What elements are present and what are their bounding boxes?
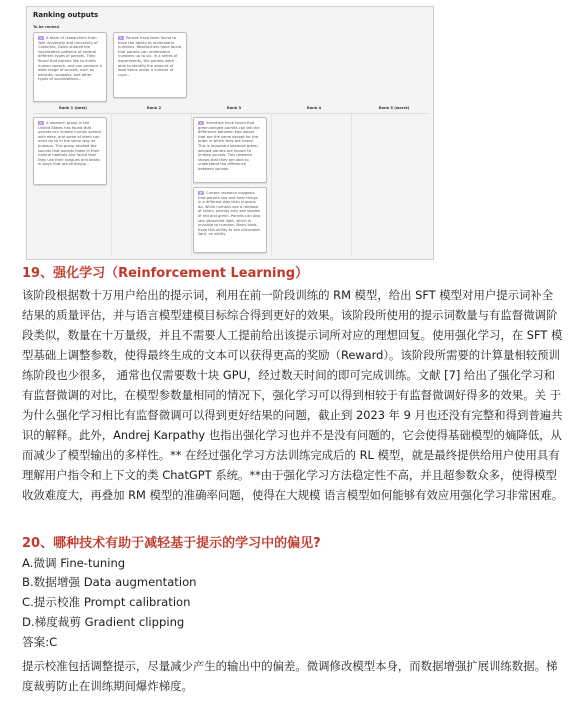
card-badge: D — [199, 121, 203, 125]
column-divider — [191, 114, 192, 256]
ranking-card-e — [33, 117, 107, 185]
rank-header: Rank 1 (best) — [58, 106, 87, 110]
figure-subtitle: To be ranked — [33, 25, 60, 29]
figure-title: Ranking outputs — [33, 11, 99, 19]
rank-header: Rank 2 — [146, 106, 162, 110]
answer-explanation: 提示校准包括调整提示，尽量减少产生的输出中的偏差。微调修改模型本身，而数据增强扩展训练数据。梯度裁剪防止在训练期间爆炸梯度。 — [22, 659, 558, 693]
ranking-card-c — [113, 32, 187, 98]
column-divider — [111, 114, 112, 256]
card-text: Parrots have been found to have the ability to understand numbers. Researchers have found that parrots can understand numbers up to six. In a series of experiments, the parrots were able to identify the amount of food items under a number of cups... — [118, 36, 182, 77]
rank-header: Rank 3 — [226, 106, 242, 110]
column-divider — [271, 114, 272, 256]
rank-header: Rank 5 (worst) — [378, 106, 410, 110]
option-d: D.梯度裁剪 Gradient clipping — [22, 615, 185, 629]
card-text: Scientists have found that green-winged parrots can tell the difference between two noises that are the same except for the order in which they are heard. This is important because green-winged parrots are known to imitate sounds. This research shows that they are able to understand the difference between sounds. — [198, 121, 260, 171]
card-text: A team of researchers from Yale University and University of California, Davis studied the vocalization patterns of several different types of parrots. They found that parrots like to mimic human speech, and can produce a wide range of sounds, such as whistles, squawks, and other types of vocalizations... — [38, 36, 102, 82]
card-badge: C — [119, 36, 123, 40]
ranking-screenshot — [26, 6, 434, 260]
section-20-heading: 20、哪种技术有助于减轻基于提示的学习中的偏见? — [22, 536, 321, 551]
rank-header: Rank 4 — [306, 106, 322, 110]
card-badge: E — [38, 121, 44, 125]
ranking-card-b — [193, 187, 267, 253]
rank-headers — [33, 106, 429, 112]
card-badge: A — [39, 36, 43, 40]
ranking-card-d — [193, 117, 267, 183]
card-badge: B — [199, 191, 203, 195]
card-text: Current research suggests that parrots see and hear things in a different way than humans do. While humans see a rainbow of colors, parrots only see shades of red and green. Parrots can also see ultraviolet light, which is invisible to humans. Many birds have this ability to see ultraviolet light, an ability — [198, 191, 261, 237]
section-19-body: 该阶段根据数十万用户给出的提示词，利用在前一阶段训练的 RM 模型，给出 SFT 模型对用户提示词补全结果的质量评估，并与语言模型建模目标综合得到更好的效果。该阶段所使用的提示词数量与有监督微调阶段类似，数量在十万量级，并且不需要人工提前给出该提示词所对应的理想回复。使用强化学习，在 SFT 模型基础上调整参数，使得最终生成的文本可以获得更高的奖励（Reward）。该阶段所需要的计算量相较预训练阶段也少很多， 通常也仅需要数十块 GPU，经过数天时间的即可完成训练。文献 [7] 给出了强化学习和有监督微调的对比，在模型参数量相同的情况下，强化学习可以得到相较于有监督微调好得多的效果。关 于为什么强化学习相比有监督微调可以得到更好结果的问题，截止到 2023 年 9 月也还没有完整和得到普遍共识的解释。此外，Andrej Karpathy 也指出强化学习也并不是没有问题的，它会使得基础模型的熵降低，从而减少了模型输出的多样性。** 在经过强化学习方法训练完成后的 RL 模型，就是最终提供给用户使用具有理解用户指令和上下文的类 ChatGPT 系统。**由于强化学习方法稳定性不高，并且超参数众多，使得模型收敛难度大，再叠加 RM 模型的准确率问题，使得在大规模 语言模型如何能够有效应用强化学习非常困难。 — [22, 288, 564, 502]
rank-divider — [33, 113, 429, 114]
option-c: C.提示校准 Prompt calibration — [22, 595, 191, 609]
card-text: A research group in the United States has found that parrots can imitate human speech with ease, and some of them can even do so in the same way as humans. This group studied the sounds that parrots make in their natural habitats and found that they use their tongues and beaks in ways that are strikingly... — [38, 121, 102, 167]
option-b: B.数据增强 Data augmentation — [22, 575, 197, 589]
option-a: A.微调 Fine-tuning — [22, 556, 126, 570]
section-19-heading: 19、强化学习（Reinforcement Learning） — [22, 266, 309, 281]
answer-text: 答案:C — [22, 635, 58, 649]
column-divider — [351, 114, 352, 256]
ranking-card-a — [33, 32, 107, 102]
